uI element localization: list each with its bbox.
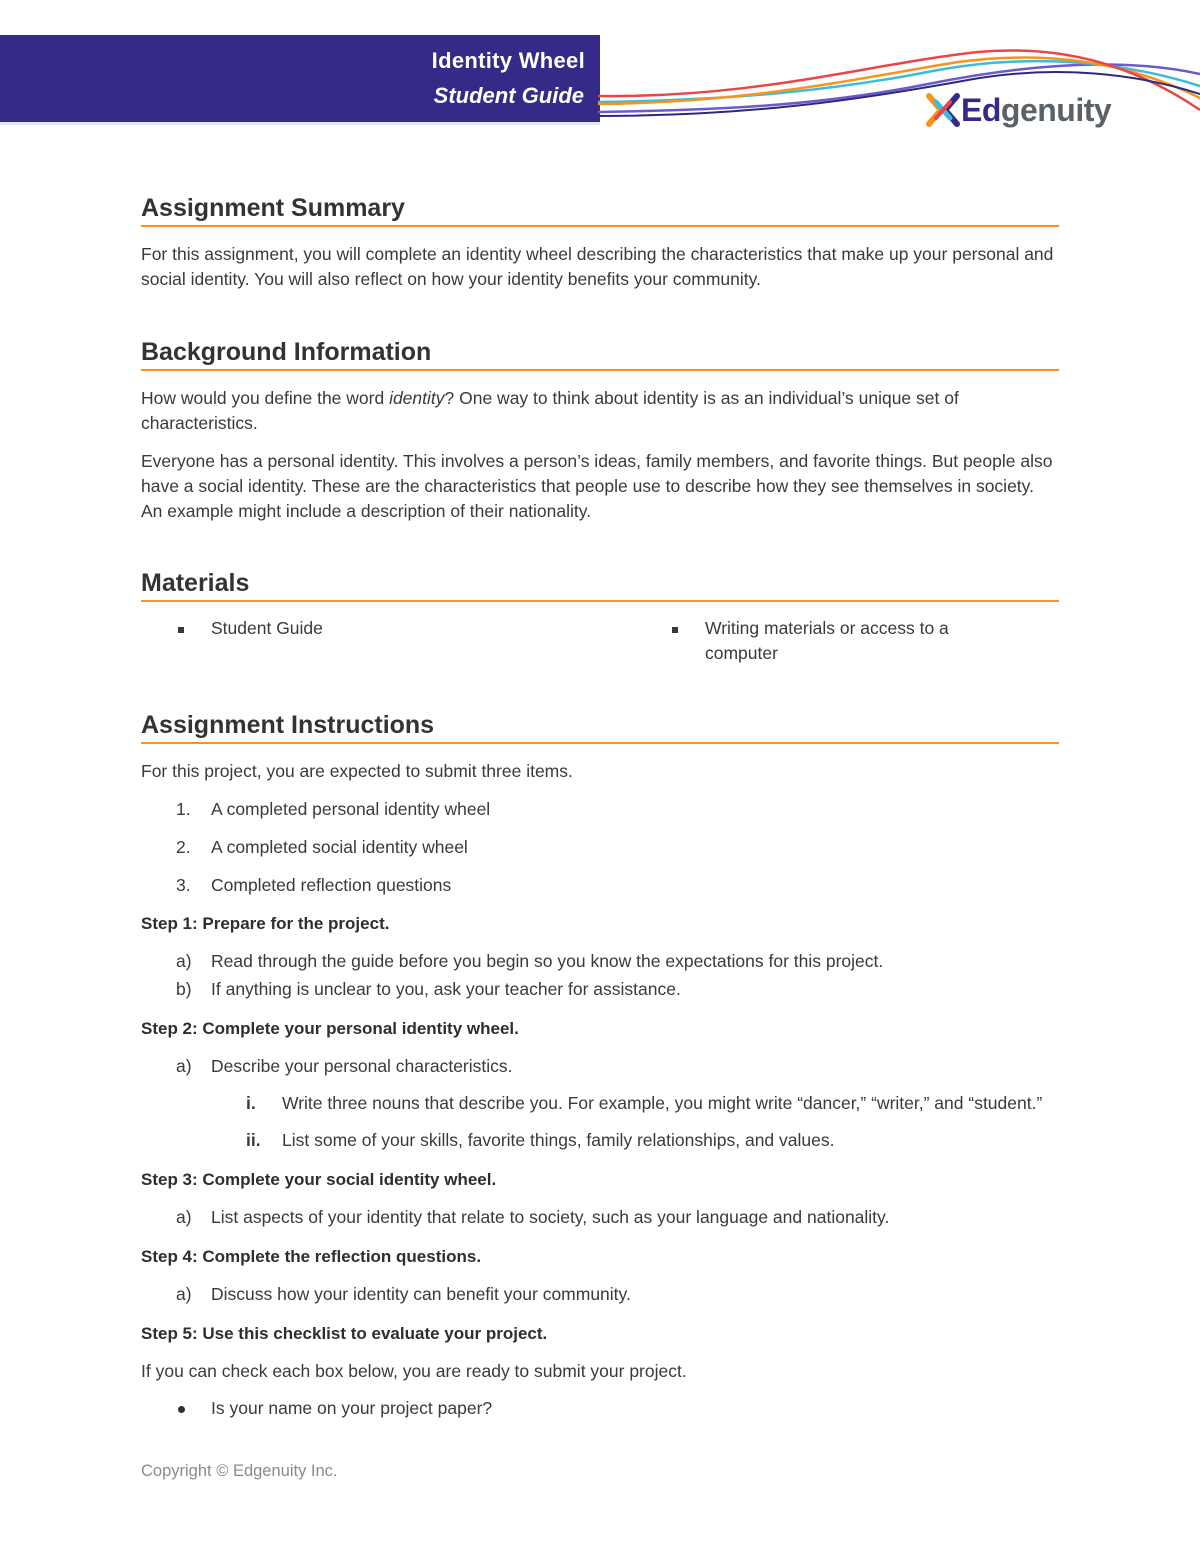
section-heading: Assignment Instructions xyxy=(141,710,1059,744)
instructions-intro: For this project, you are expected to submit three items. xyxy=(141,761,573,781)
section-heading: Materials xyxy=(141,568,1059,602)
list-item-text: A completed social identity wheel xyxy=(211,837,468,857)
list-marker: 1. xyxy=(176,799,191,819)
x-mark-icon xyxy=(926,92,960,128)
square-bullet-icon xyxy=(635,616,705,666)
edgenuity-logo xyxy=(926,88,1111,132)
list-item xyxy=(141,835,1059,860)
list-item-text: Write three nouns that describe you. For example, you might write “dancer,” “writer,” and “student.” xyxy=(282,1093,1043,1113)
list-item xyxy=(141,1054,1059,1079)
list-marker: a) xyxy=(176,1284,192,1304)
list-marker: 2. xyxy=(176,837,191,857)
list-item xyxy=(141,797,1059,822)
list-item-text: List some of your skills, favorite things, family relationships, and values. xyxy=(282,1130,835,1150)
instructions-section xyxy=(141,710,1059,1421)
text-run: How would you define the word xyxy=(141,388,390,408)
document-title: Identity Wheel xyxy=(431,48,585,73)
copyright-footer: Copyright © Edgenuity Inc. xyxy=(141,1462,338,1480)
bullet-icon xyxy=(141,1396,211,1421)
step-4-heading: Step 4: Complete the reflection questions. xyxy=(141,1247,482,1266)
logo-wordmark-prefix: Ed xyxy=(961,92,1001,128)
page-header xyxy=(0,0,1200,170)
list-marker: a) xyxy=(176,1207,192,1227)
step-3-heading: Step 3: Complete your social identity wheel. xyxy=(141,1170,497,1189)
list-marker: 3. xyxy=(176,875,191,895)
list-marker: b) xyxy=(176,979,192,999)
list-marker: i. xyxy=(246,1093,256,1113)
square-bullet-icon xyxy=(141,616,211,666)
list-item xyxy=(141,873,1059,898)
list-item-text: Describe your personal characteristics. xyxy=(211,1056,513,1076)
background-section xyxy=(141,337,1059,524)
list-item xyxy=(141,949,1059,974)
step-5-heading: Step 5: Use this checklist to evaluate your project. xyxy=(141,1324,548,1343)
materials-list xyxy=(141,616,1059,666)
list-item xyxy=(635,616,1059,666)
list-item-text: Is your name on your project paper? xyxy=(211,1398,493,1418)
background-paragraph-1 xyxy=(141,386,1059,436)
section-heading: Background Information xyxy=(141,337,1059,371)
section-heading: Assignment Summary xyxy=(141,193,1059,227)
title-banner xyxy=(0,35,600,125)
list-item xyxy=(141,1282,1059,1307)
list-marker: a) xyxy=(176,951,192,971)
checklist-item xyxy=(141,1396,1059,1421)
text-run: ? One way to think about identity is as an individual’s unique set of characteristics. xyxy=(141,388,959,433)
checklist-intro: If you can check each box below, you are ready to submit your project. xyxy=(141,1361,687,1381)
background-paragraph-2: Everyone has a personal identity. This involves a person’s ideas, family members, and favorite things. But people also have a social identity. These are the characteristics that people use to describe how they see themselves in society. An example might include a description of their nationality. xyxy=(141,451,1053,521)
materials-section xyxy=(141,568,1059,666)
step-2-heading: Step 2: Complete your personal identity wheel. xyxy=(141,1019,519,1038)
list-item-text: Discuss how your identity can benefit your community. xyxy=(211,1284,631,1304)
list-item xyxy=(141,1128,1059,1153)
list-item xyxy=(141,1205,1059,1230)
material-label: Writing materials or access to a computer xyxy=(705,618,949,663)
list-item xyxy=(141,616,635,666)
logo-wordmark xyxy=(961,94,1111,126)
list-marker: a) xyxy=(176,1056,192,1076)
step-1-heading: Step 1: Prepare for the project. xyxy=(141,914,390,933)
document-subtitle: Student Guide xyxy=(433,83,584,108)
list-item xyxy=(141,1091,1059,1116)
material-label: Student Guide xyxy=(211,618,323,638)
assignment-summary-section xyxy=(141,193,1059,292)
list-item-text: Read through the guide before you begin so you know the expectations for this project. xyxy=(211,951,884,971)
list-item-text: A completed personal identity wheel xyxy=(211,799,491,819)
summary-text: For this assignment, you will complete an identity wheel describing the characteristics that make up your personal and social identity. You will also reflect on how your identity benefits your community. xyxy=(141,244,1054,289)
list-item-text: If anything is unclear to you, ask your teacher for assistance. xyxy=(211,979,681,999)
list-item-text: List aspects of your identity that relate to society, such as your language and nationality. xyxy=(211,1207,890,1227)
list-item xyxy=(141,977,1059,1002)
logo-wordmark-suffix: genuity xyxy=(1000,92,1112,128)
emphasized-term: identity xyxy=(389,388,445,408)
list-item-text: Completed reflection questions xyxy=(211,875,452,895)
document-body xyxy=(141,193,1059,1421)
list-marker: ii. xyxy=(246,1130,261,1150)
